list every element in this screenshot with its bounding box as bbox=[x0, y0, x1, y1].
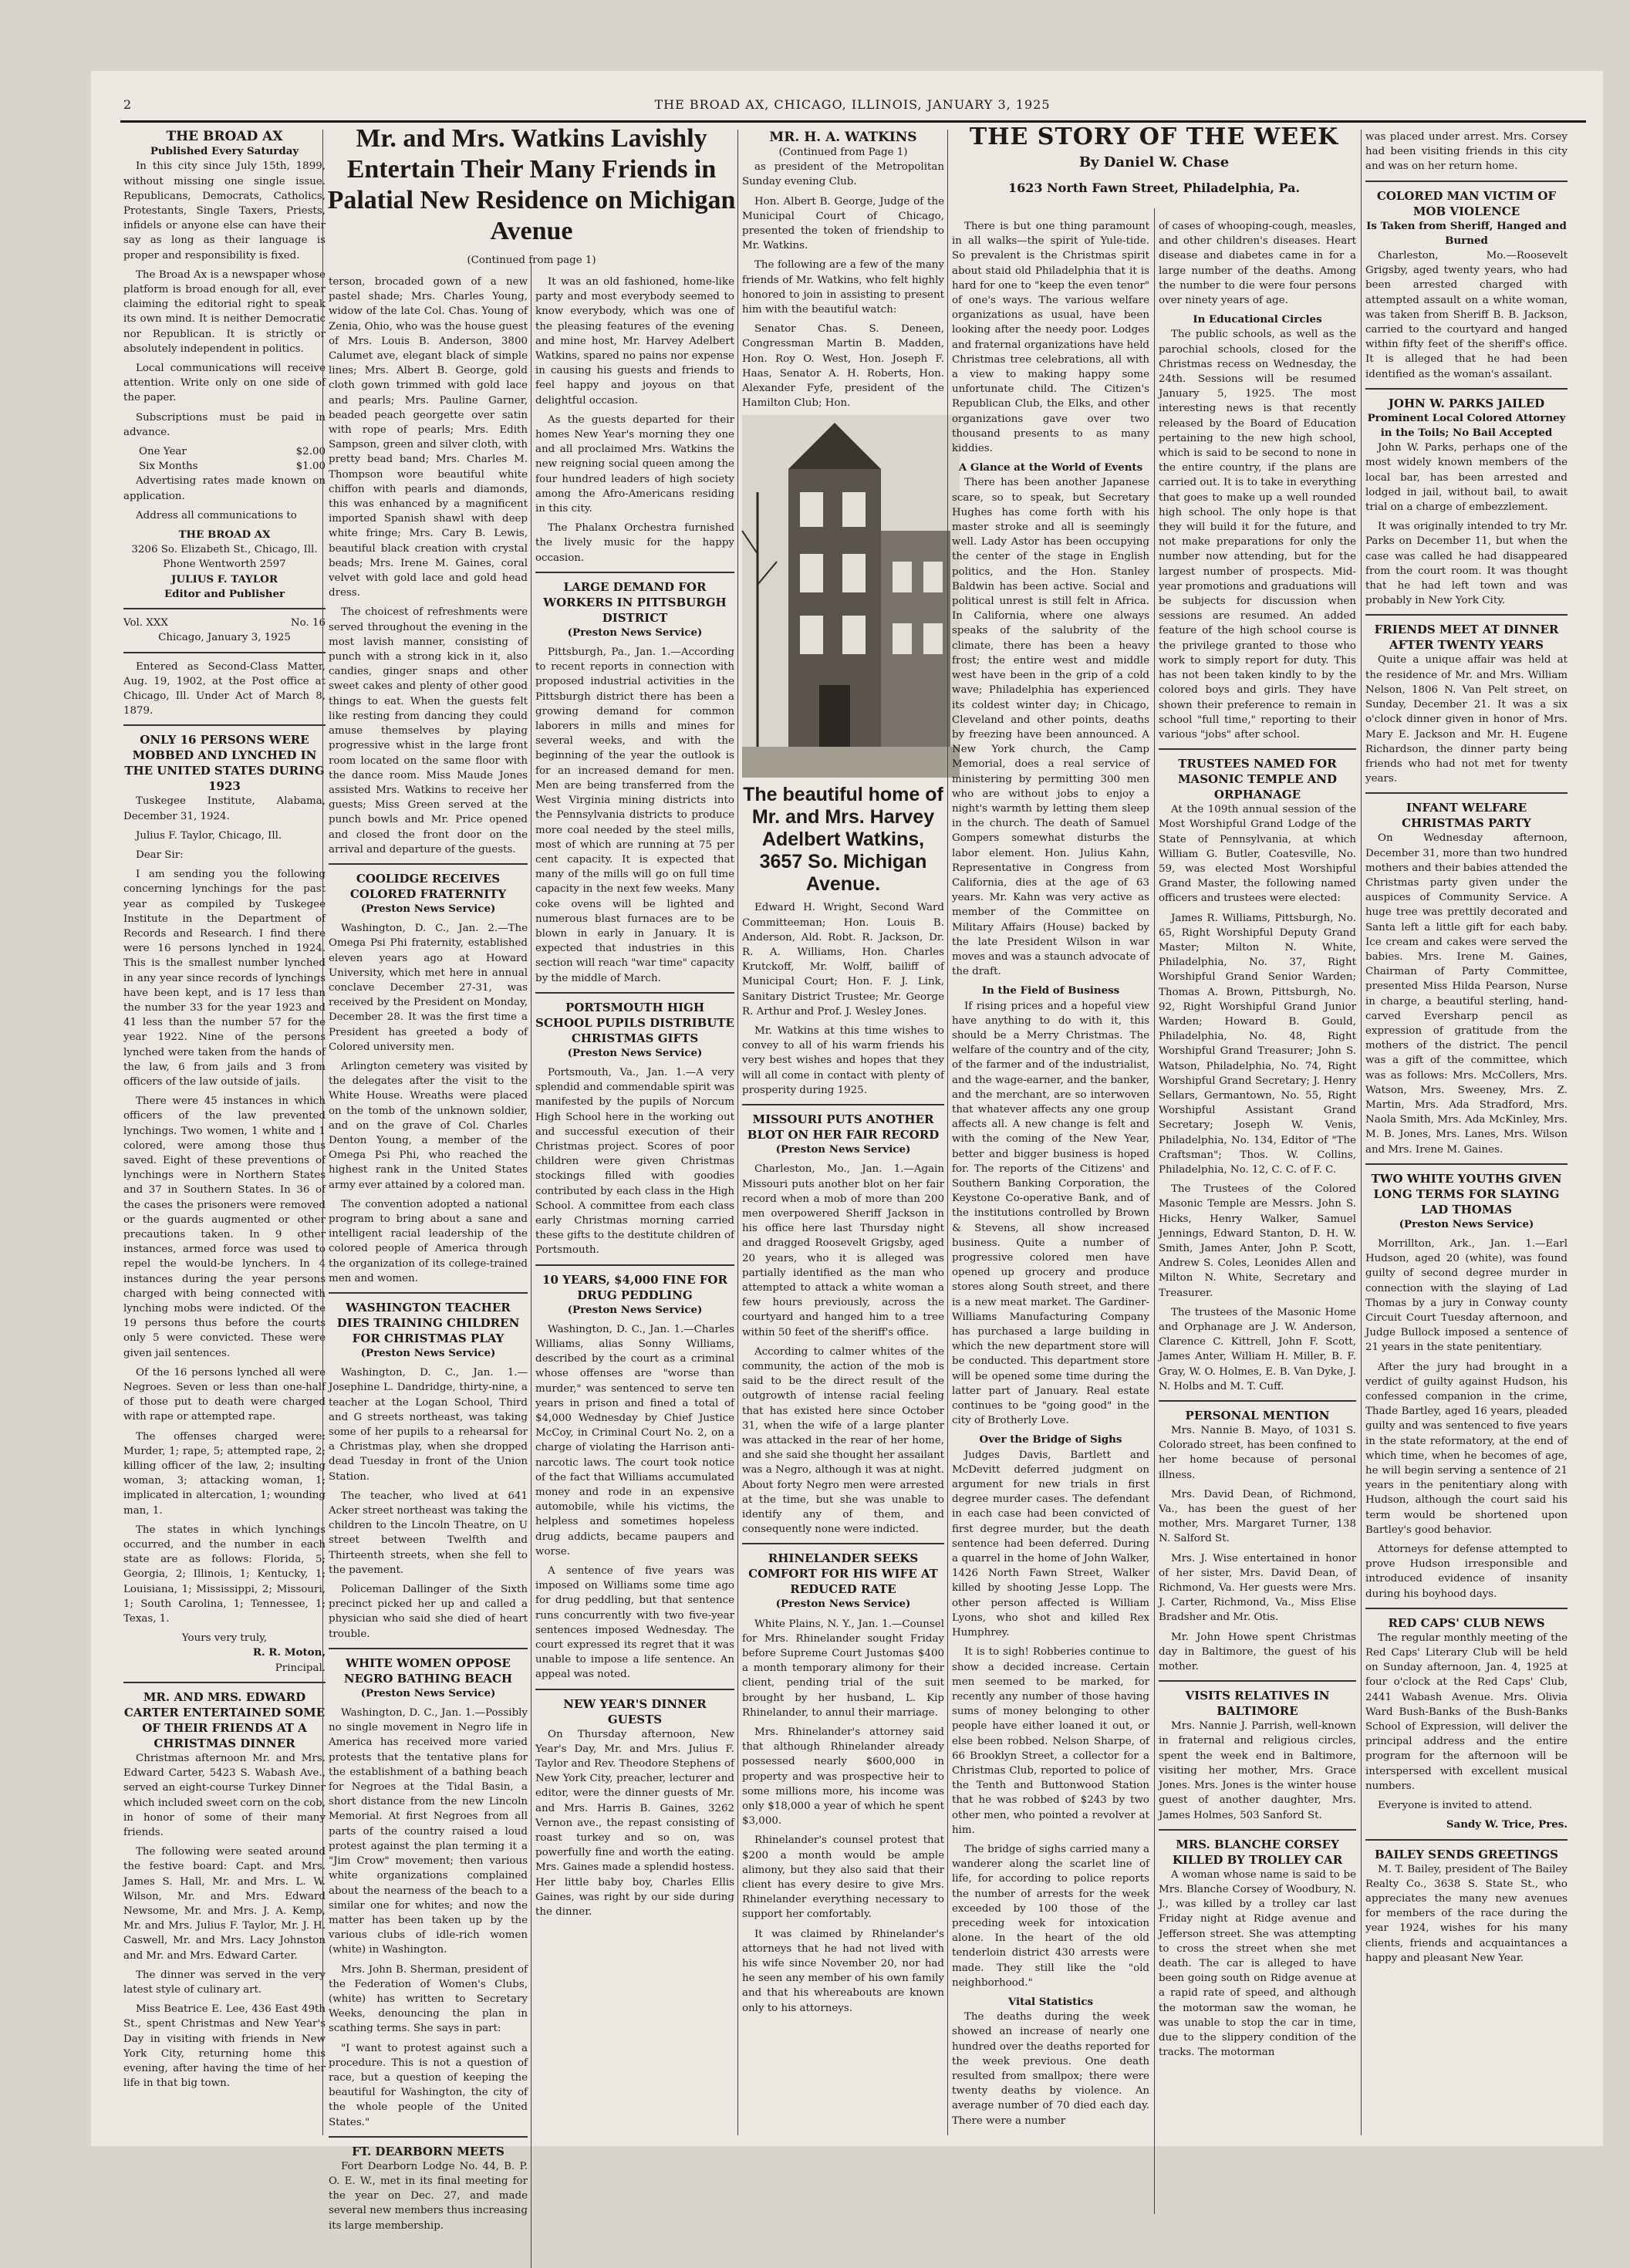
signature: Sandy W. Trice, Pres. bbox=[1446, 1818, 1568, 1831]
running-masthead: THE BROAD AX, CHICAGO, ILLINOIS, JANUARY 3, 1925 bbox=[654, 97, 1051, 112]
article-paragraph: There is but one thing paramount in all walks—the spirit of Yule-tide. So prevalent is the Christmas spirit about staid old Philadelphia that it is hard for one to "keep the even tenor" of one's ways. The various welfare organizations as usual, have been looking after the needy poor. Lodges and fraternal organizations have held Christmas tree celebrations, all with a view to making happy some unfortunate child. The Citizen's Republican Club, the Elks, and other organizations gave over two thousand presents to as many kiddies. bbox=[952, 221, 1149, 455]
article-paragraph: On Wednesday afternoon, December 31, more than two hundred mothers and their babies attended the Christmas party given under the auspices of Community Service. A huge tree was prettily decorated and Santa left a little gift for each baby. Ice cream and cakes were served the babies. Mrs. Irene M. Gaines, Chairman of Party Committee, presented Miss Hilda Pearson, Nurse in charge, a beautiful sterling, hand-carved Eversharp pencil as expression of gratitude from the mothers of the district. The pencil was a gift of the committee, which was as follows: Mrs. McCollers, Mrs. Watson, Mrs. Sweeney, Mrs. Z. Martin, Mrs. Ada Stradford, Mrs. Naola Smith, Mrs. Ada McKinley, Mrs. M. B. Jones, Mrs. Lanes, Mrs. Wilson and Mrs. Irene M. Gaines. bbox=[1365, 832, 1568, 1156]
article-paragraph: The Phalanx Orchestra furnished the lively music for the happy occasion. bbox=[535, 522, 734, 564]
article-paragraph: According to calmer whites of the community, the action of the mob is said to be the direct result of the outgrowth of intense racial feeling that has existed here since October 31, when the wife of a large planter was attacked in the rear of her home, and she said she thought her assailant was a Negro, although it was at night. About forty Negro men were arrested at the time, but she was unable to identify any of them, and consequently none were indicted. bbox=[742, 1345, 944, 1536]
paper-title: THE BROAD AX bbox=[166, 129, 283, 144]
article-headline: WHITE WOMEN OPPOSE NEGRO BATHING BEACH bbox=[343, 1655, 513, 1686]
column-rule bbox=[947, 130, 948, 2135]
article-paragraph: Everyone is invited to attend. bbox=[1378, 1800, 1533, 1812]
page-number: 2 bbox=[123, 97, 132, 112]
article-paragraph: There has been another Japanese scare, so to speak, but Secretary Hughes has come forth with his master stroke and all is seemingly well. Lady Astor has been occupying the center of the stage in English politics, and the Hon. Stanley Baldwin has been active. Social and political unrest is still felt in Africa. In California, where one always speaks of the salubrity of the climate, there has been a heavy frost; the entire west and middle west have been in the grip of a cold wave; Philadelphia has experienced its coldest winter day; in Chicago, Cleveland and other points, deaths by freezing have been announced. A New York church, the Camp Memorial, does a real service of ministering by permitting 300 men who are without jobs to enjoy a night's warmth by letting them sleep in the church. The death of Samuel Gompers somewhat disturbs the labor element. Hon. Julius Kahn, Representative in Congress from California, dies at the age of 63 years. Mr. Kahn was very active as member of the Committee on Military Affairs (House) backed by the late President Wilson in war moves and was a staunch advocate of the draft. bbox=[952, 477, 1149, 978]
article-paragraph: The teacher, who lived at 641 Acker street northeast was taking the children to the Lincoln Theatre, on U street between Twelfth and Thirteenth streets, when she fell to the pavement. bbox=[329, 1490, 528, 1576]
article-paragraph: The choicest of refreshments were served throughout the evening in the most lavish manner, consisting of punch with a strong kick in it, also candies, ginger snaps and other sweet cakes and plenty of other good things to eat. When the guests felt like resting from dancing they could amuse themselves by playing progressive whist in the large front room located on the same floor with the dance room. Miss Maude Jones assisted Mrs. Watkins to receive her guests; Miss Green served at the punch bowls and Mr. Price opened and closed the front door on the arrival and departure of the guests. bbox=[329, 606, 528, 856]
article-headline: MRS. BLANCHE CORSEY KILLED BY TROLLEY CAR bbox=[1172, 1837, 1343, 1867]
article-paragraph: Christmas afternoon Mr. and Mrs. Edward Carter, 5423 S. Wabash Ave., served an eight-course Turkey Dinner which included sweet corn on the cob, in honor of some of their many friends. bbox=[123, 1752, 326, 1838]
article-paragraph: The offenses charged were: Murder, 1; rape, 5; attempted rape, 2; killing officer of the law, 2; insulting woman, 3; attacking woman, 1; implicated in altercation, 1; wounding man, 1. bbox=[123, 1430, 326, 1517]
article-paragraph: If rising prices and a hopeful view have anything to do with it, this should be a Merry Christmas. The welfare of the country and of the city, of the farmer and of the industrialist, and the wage-earner, and the banker, and the merchant, are so interwoven that whatever affects any one group affects all. A new change is felt and with the coming of the New Year, better and bigger business is hoped for. The reports of the Citizens' and Southern Banking Corporation, the Keystone Co-operative Bank, and of the institutions controlled by Brown & Stevens, all show increased business. Quite a number of progressive colored men have opened up grocery and produce stores along South street, and there is a new meat market. The Gardiner-Williams Manufacturing Company has purchased a large building in which the new department store will be conducted. This department store will be opened some time during the latter part of January. Real estate continues to be "going good" in the city of Brotherly Love. bbox=[952, 1000, 1149, 1427]
news-service: (Preston News Service) bbox=[775, 1143, 911, 1156]
column-6 bbox=[1159, 219, 1356, 2135]
article-paragraph: It was an old fashioned, home-like party and most everybody seemed to know everybody, which was one of the pleasing features of the evening and mine host, Mr. Harvey Adelbert Watkins, spared no pains nor expense in causing his guests and friends to feel happy and joyous on that delightful occasion. bbox=[535, 276, 734, 407]
article-paragraph: The deaths during the week showed an increase of nearly one hundred over the deaths reported for the week previous. One death resulted from smallpox; there were twenty deaths by violence. An average number of 70 died each day. There were a number bbox=[952, 2011, 1149, 2127]
letter-close: Yours very truly, bbox=[181, 1632, 268, 1645]
address-name: THE BROAD AX bbox=[178, 528, 271, 542]
article-headline: MISSOURI PUTS ANOTHER BLOT ON HER FAIR RECORD bbox=[747, 1112, 940, 1142]
policy-text: Local communications will receive attention. Write only on one side of the paper. bbox=[123, 363, 326, 404]
article-headline: MR. H. A. WATKINS bbox=[769, 130, 917, 145]
article-paragraph: Washington, D. C., Jan. 2.—The Omega Psi Phi fraternity, established eleven years ago at Howard University, which met here in annual conclave December 27-31, was received by the President on Monday, December 28. It was the first time a President has greeted a body of Colored university men. bbox=[329, 923, 528, 1053]
policy-text: Advertising rates made known on application. bbox=[123, 475, 326, 502]
subheading: Vital Statistics bbox=[1007, 1995, 1094, 2008]
news-service: (Preston News Service) bbox=[1399, 1217, 1534, 1230]
article-paragraph: Charleston, Mo.—Roosevelt Grigsby, aged twenty years, who had been arrested charged with attempted assault on a white woman, was taken from Sheriff B. B. Jackson, carried to the courtyard and hanged within fifty feet of the sheriff's office. It is alleged that he had been identified as the woman's assailant. bbox=[1365, 250, 1568, 380]
article-paragraph: Attorneys for defense attempted to prove Hudson irresponsible and introduced evidence of insanity during his boyhood days. bbox=[1365, 1544, 1568, 1600]
article-headline: RHINELANDER SEEKS COMFORT FOR HIS WIFE AT REDUCED RATE bbox=[748, 1551, 938, 1597]
address-street: 3206 So. Elizabeth St., Chicago, Ill. bbox=[131, 544, 318, 556]
article-paragraph: The Trustees of the Colored Masonic Temple are Messrs. John S. Hicks, Henry Walker, Samuel Jennings, Edward Stanton, D. H. W. Smith, James Anter, John P. Scott, Andrew S. Coles, Leonides Allen and Milton N. White, Secretary and Treasurer. bbox=[1159, 1183, 1356, 1299]
article-paragraph: Fort Dearborn Lodge No. 44, B. P. O. E. W., met in its final meeting for the year on Dec. 27, and made several new members thus increasing its large membership. bbox=[329, 2160, 528, 2232]
article-paragraph: Washington, D. C., Jan. 1.—Josephine L. Dandridge, thirty-nine, a teacher at the Logan School, Third and G streets northeast, was taking some of her pupils to a rehearsal for a Christmas play, when she dropped dead Tuesday in front of the Union Station. bbox=[329, 1367, 528, 1483]
policy-text: The Broad Ax is a newspaper whose platform is broad enough for all, ever claiming the editorial right to speak its own mind. It is neither Democratic nor Republican. It is strictly or absolutely independent in politics. bbox=[123, 268, 326, 355]
byline: By Daniel W. Chase bbox=[1078, 154, 1230, 171]
article-paragraph: Mrs. David Dean, of Richmond, Va., has been the guest of her mother, Mrs. Margaret Turner, 138 N. Salford St. bbox=[1159, 1488, 1356, 1545]
policy-text: In this city since July 15th, 1899, without missing one single issue. Republicans, Democrats, Catholics, Protestants, Single Taxers, Priests, infidels or anyone else can have their say as long as their language is proper and responsibility is fixed. bbox=[123, 160, 326, 262]
rate-row: One Year $2.00 bbox=[139, 446, 326, 458]
article-paragraph: There were 45 instances in which officers of the law prevented lynchings. Two women, 1 white and 1 colored, were among those thus saved. Eight of these preventions of lynchings were in Northern States and 37 in Southern States. In 36 of the cases the prisoners were removed or the guards augmented or other precautions taken. In 9 other instances, armed force was used to repel the would-be lynchers. In 4 instances during the year persons charged with being connected with lynching mobs were indicted. Of the 19 persons thus before the courts only 5 were convicted. These were given jail sentences. bbox=[123, 1095, 326, 1359]
article-headline: FRIENDS MEET AT DINNER AFTER TWENTY YEARS bbox=[1374, 623, 1559, 653]
article-paragraph: A woman whose name is said to be Mrs. Blanche Corsey of Woodbury, N. J., was killed by a trolley car last Friday night at Ridge avenue and Jefferson street. She was attempting to cross the street when she met death. The car is alleged to have been going south on Ridge avenue at a rapid rate of speed, and although the motorman saw the woman, he was unable to stop the car in time, due to the slippery condition of the tracks. The motorman bbox=[1159, 1868, 1356, 2059]
column-4 bbox=[742, 130, 944, 2135]
article-paragraph: At the 109th annual session of the Most Worshipful Grand Lodge of the State of Pennsylvania, at which William G. Butler, Coatesville, No. 59, was elected Most Worshipful Grand Master, the following named officers and trustees were elected: bbox=[1159, 804, 1356, 905]
article-paragraph: A sentence of five years was imposed on Williams some time ago for drug peddling, but that sentence runs concurrently with two five-year sentences imposed Wednesday. The court expressed its regret that it was unable to impose a life sentence. An appeal was noted. bbox=[535, 1565, 734, 1681]
article-paragraph: The regular monthly meeting of the Red Caps' Literary Club will be held on Sunday afternoon, Jan. 4, 1925 at four o'clock at the Red Caps' Club, 2441 Wabash Avenue. Mrs. Olivia Ward Bush-Banks of the Bush-Banks School of Expression, will deliver the principal address and the entire program for the afternoon will be interspersed with excellent musical numbers. bbox=[1365, 1632, 1568, 1792]
article-headline: LARGE DEMAND FOR WORKERS IN PITTSBURGH DISTRICT bbox=[543, 579, 727, 625]
letter-to: Julius F. Taylor, Chicago, Ill. bbox=[136, 829, 282, 842]
column-rule bbox=[1361, 130, 1362, 2135]
article-headline: RED CAPS' CLUB NEWS bbox=[1388, 1615, 1545, 1630]
article-paragraph: of cases of whooping-cough, measles, and other children's diseases. Heart disease and diabetes came in for a large number of the deaths. Among the number to die were four persons over ninety years of age. bbox=[1159, 221, 1356, 307]
article-headline: MR. AND MRS. EDWARD CARTER ENTERTAINED SOME OF THEIR FRIENDS AT A CHRISTMAS DINNER bbox=[123, 1689, 326, 1750]
policy-text: Address all communications to bbox=[136, 509, 297, 521]
article-paragraph: M. T. Bailey, president of The Bailey Realty Co., 3638 S. State St., who appreciates the many new avenues for members of the race during the year 1924, wishes for his many clients, friends and acquaintances a happy and pleasant New Year. bbox=[1365, 1863, 1568, 1964]
column-rule bbox=[737, 130, 738, 2135]
subheading: A Glance at the World of Events bbox=[958, 461, 1143, 474]
article-headline: JOHN W. PARKS JAILED bbox=[1388, 396, 1545, 410]
postal-entry: Entered as Second-Class Matter, Aug. 19, 1902, at the Post office at Chicago, Ill. Under Act of March 8, 1879. bbox=[123, 660, 326, 717]
article-paragraph: The dinner was served in the very latest style of culinary art. bbox=[123, 1969, 326, 1996]
article-paragraph: White Plains, N. Y., Jan. 1.—Counsel for Mrs. Rhinelander sought Friday before Supreme Court Justomas $400 a month temporary alimony for their client, pending trial of the suit brought by her husband, L. Kip Rhinelander, to annul their marriage. bbox=[742, 1618, 944, 1719]
article-paragraph: After the jury had brought in a verdict of guilty against Hudson, his confessed companion in the crime, Thade Bartley, aged 16 years, pleaded guilty and was sentenced to five years in the state reformatory, at the end of which time, when he becomes of age, he will begin serving a sentence of 21 years in the penitentiary along with Hudson, although the court said his term would be shortened upon Bartley's good behavior. bbox=[1365, 1361, 1568, 1536]
article-paragraph: Edward H. Wright, Second Ward Committeeman; Hon. Louis B. Anderson, Ald. Robt. R. Jackson, Dr. R. A. Williams, Hon. Charles Krutckoff, Mr. Wolff, bailiff of Municipal Court; Hon. F. J. Link, Sanitary District Trustee; Mr. George R. Arthur and Prof. J. Wesley Jones. bbox=[742, 902, 944, 1018]
letter-from: Tuskegee Institute, Alabama, December 31, 1924. bbox=[123, 795, 326, 822]
article-paragraph: Mr. Watkins at this time wishes to convey to all of his warm friends his very best wishes and hopes that they will all come in contact with plenty of prosperity during 1925. bbox=[742, 1025, 944, 1096]
article-paragraph: John W. Parks, perhaps one of the most widely known members of the local bar, has been arrested and lodged in jail, without bail, to await trial on a charge of embezzlement. bbox=[1365, 442, 1568, 514]
article-paragraph: Quite a unique affair was held at the residence of Mr. and Mrs. William Nelson, 1806 N. Van Pelt street, on Sunday, December 21. It was a six o'clock dinner given in honor of Mrs. Mary E. Jackson and Mr. H. Eugene Richardson, the dinner party being friends who had not met for twenty years. bbox=[1365, 654, 1568, 785]
byline-address: 1623 North Fawn Street, Philadelphia, Pa. bbox=[1007, 181, 1301, 196]
article-paragraph: The bridge of sighs carried many a wanderer along the scarlet line of life, for according to police reports the number of arrests for the week exceeded by 100 those of the preceding week for intoxication alone. In the heart of the old tenderloin district 430 arrests were made. They still like the "old neighborhood." bbox=[952, 1843, 1149, 1989]
article-paragraph: Morrillton, Ark., Jan. 1.—Earl Hudson, aged 20 (white), was found guilty of second degree murder in connection with the slaying of Lad Thomas by a jury in Conway county Circuit Court Tuesday afternoon, and Judge Bullock imposed a sentence of 21 years in the state penitentiary. bbox=[1365, 1237, 1568, 1354]
volume-row: Vol. XXX No. 16 bbox=[123, 617, 326, 629]
section-headline: THE STORY OF THE WEEK bbox=[969, 123, 1339, 150]
article-headline: COOLIDGE RECEIVES COLORED FRATERNITY bbox=[349, 871, 507, 901]
article-paragraph: Washington, D. C., Jan. 1.—Charles Williams, alias Sonny Williams, described by the court as a criminal whose offenses are "worse than murder," was sentenced to serve ten years in prison and fined a total of $4,000 Wednesday by Chief Justice McCoy, in Criminal Court No. 2, on a charge of violating the Harrison anti-narcotic laws. The court took notice of the fact that Williams accumulated money and rode in an expensive automobile, while his victims, the helpless and sometimes hopeless drug addicts, became paupers and worse. bbox=[535, 1323, 734, 1558]
article-paragraph: Mrs. Rhinelander's attorney said that although Rhinelander already possessed nearly $600,000 in property and was prospective heir to some millions more, his income was only $18,000 a year of which he spent $3,000. bbox=[742, 1726, 944, 1828]
article-headline: PORTSMOUTH HIGH SCHOOL PUPILS DISTRIBUTE CHRISTMAS GIFTS bbox=[535, 1000, 734, 1045]
article-paragraph: Portsmouth, Va., Jan. 1.—A very splendid and commendable spirit was manifested by the pupils of Norcum High School here in the working out and successful execution of their Christmas project. Scores of poor children were given Christmas stockings filled with goodies contributed by each class in the High School. A committee from each class early Christmas morning carried these gifts to the destitute children of Portsmouth. bbox=[535, 1066, 734, 1257]
article-paragraph: It was claimed by Rhinelander's attorneys that he had not lived with his wife since November 20, nor had he seen any member of his own family and that his whereabouts are known only to his attorneys. bbox=[742, 1928, 944, 2014]
article-paragraph: It was originally intended to try Mr. Parks on December 11, but when the case was called he had disappeared from the court room. It was thought that he had left town and was probably in New York City. bbox=[1365, 521, 1568, 607]
column-rule bbox=[322, 130, 323, 2135]
article-headline: TWO WHITE YOUTHS GIVEN LONG TERMS FOR SLAYING LAD THOMAS bbox=[1371, 1171, 1562, 1217]
house-photo bbox=[742, 415, 960, 778]
column-2 bbox=[329, 275, 528, 2232]
article-paragraph: It is to sigh! Robberies continue to show a decided increase. Certain men seemed to be marked, for recently any number of those having sums of money belonging to other people have either loaned it out, or else been robbed. Nelson Sharpe, of 66 Brooklyn Street, a collector for a Christmas Club, reported to police of the Tenth and Buttonwood Station that he was robbed of $243 by two other men, who pointed a revolver at him. bbox=[952, 1646, 1149, 1836]
article-paragraph: terson, brocaded gown of a new pastel shade; Mrs. Charles Young, widow of the late Col. Chas. Young of Zenia, Ohio, who was the house guest of Mrs. Louis B. Anderson, 3800 Calumet ave, elegant black of simple lines; Mrs. Albert B. George, gold cloth gown trimmed with gold lace and pearls; Mrs. Pauline Garner, beaded peach georgette over satin with rope of pearls; Mrs. Edith Sampson, green and silver cloth, with pretty bead band; Mrs. Charles M. Thompson wore beautiful white chiffon with pearls and diamonds, this was enhanced by a magnificent imported Spanish shawl with deep white fringe; Mrs. Cary B. Lewis, beautiful black creation with crystal beads; Mrs. Irene M. Gaines, coral velvet with gold lace and gold head dress. bbox=[329, 276, 528, 599]
article-paragraph: Arlington cemetery was visited by the delegates after the visit to the White House. Wreaths were placed on the tomb of the unknown soldier, and on the grave of Col. Charles Denton Young, a member of the Omega Psi Phi, who reached the highest rank in the United States army ever attained by a colored man. bbox=[329, 1060, 528, 1191]
article-paragraph: The following are a few of the many friends of Mr. Watkins, who felt highly honored to join in assisting to present him with the beautiful watch: bbox=[742, 259, 944, 316]
article-paragraph: was placed under arrest. Mrs. Corsey had been visiting friends in this city and was on her return home. bbox=[1365, 131, 1568, 173]
article-headline: VISITS RELATIVES IN BALTIMORE bbox=[1185, 1689, 1330, 1719]
article-headline: WASHINGTON TEACHER DIES TRAINING CHILDREN FOR CHRISTMAS PLAY bbox=[336, 1301, 520, 1345]
column-rule bbox=[531, 262, 532, 2268]
subheading: Over the Bridge of Sighs bbox=[979, 1433, 1122, 1446]
article-paragraph: Washington, D. C., Jan. 1.—Possibly no single movement in Negro life in America has received more varied protests that the tentative plans for the establishment of a bathing beach for Negroes at the Tidal Basin, a short distance from the new Lincoln Memorial. At first Negroes from all parts of the country raised a loud protest against the plan terming it a "Jim Crow" movement; then various white organizations complained about the nearness of the beach to a similar one for whites; and now the matter has been taken up by the various clubs of idle-rich women (white) in Washington. bbox=[329, 1707, 528, 1956]
article-headline: FT. DEARBORN MEETS bbox=[352, 2144, 505, 2158]
main-headline: Mr. and Mrs. Watkins Lavishly Entertain Their Many Friends in Palatial New Residence on Michigan Avenue bbox=[327, 124, 736, 245]
article-paragraph: Pittsburgh, Pa., Jan. 1.—According to recent reports in connection with proposed industrial activities in the Pittsburgh district there has been a growing demand for common laborers in mills and mines for several weeks, and with the beginning of the year the outlook is for an increased demand for men. Men are being transferred from the West Virginia mining districts into the Pennsylvania districts to produce more coal needed by the steel mills, most of which are running at 75 per cent capacity. It is expected that many of the mills will go on full time capacity in the next few weeks. Many coke ovens will be lighted and numerous blast furnaces are to be blown in early in January. It is expected that industries in this section will reach "war time" capacity by the middle of March. bbox=[535, 646, 734, 984]
editor-role: Editor and Publisher bbox=[164, 587, 285, 600]
column-rule bbox=[1154, 208, 1155, 2214]
news-service: (Preston News Service) bbox=[567, 1046, 703, 1059]
editor-name: JULIUS F. TAYLOR bbox=[171, 572, 278, 586]
continued-note: (Continued from Page 1) bbox=[778, 147, 908, 158]
article-paragraph: Senator Chas. S. Deneen, Congressman Martin B. Madden, Hon. Roy O. West, Hon. Joseph F. Haas, Senator A. H. Roberts, Hon. Alexander Fyfe, president of the Hamilton Club; Hon. bbox=[742, 323, 944, 410]
subheading: Is Taken from Sheriff, Hanged and Burned bbox=[1366, 219, 1567, 247]
article-paragraph: Mr. John Howe spent Christmas day in Baltimore, the guest of his mother. bbox=[1159, 1631, 1356, 1673]
letter-signature-title: Principal. bbox=[275, 1662, 326, 1674]
column-3 bbox=[535, 275, 734, 2134]
page-header bbox=[123, 97, 1581, 120]
continued-note: (Continued from page 1) bbox=[467, 255, 596, 266]
subheading: In Educational Circles bbox=[1193, 313, 1322, 326]
article-headline: PERSONAL MENTION bbox=[1185, 1409, 1330, 1423]
article-paragraph: The states in which lynchings occurred, and the number in each state are as follows: Florida, 5; Georgia, 2; Illinois, 1; Kentucky, 1; Louisiana, 1; Mississippi, 2; Missouri, 1; South Carolina, 1; Tennessee, 1; Texas, 1. bbox=[123, 1524, 326, 1625]
house-illustration bbox=[742, 415, 960, 778]
article-headline: ONLY 16 PERSONS WERE MOBBED AND LYNCHED IN THE UNITED STATES DURING 1923 bbox=[124, 733, 325, 794]
article-paragraph: The convention adopted a national program to bring about a sane and intelligent racial leadership of the colored people of America through the organization of its college-trained men and women. bbox=[329, 1198, 528, 1284]
policy-text: Subscriptions must be paid in advance. bbox=[123, 411, 326, 438]
article-paragraph: The following were seated around the festive board: Capt. and Mrs. James S. Hall, Mr. and Mrs. L. W. Wilson, Mr. and Mrs. Edward Newsome, Mr. and Mrs. J. A. Kemp, Mr. and Mrs. Julius F. Taylor, Mr. J. H. Caswell, Mr. and Mrs. Lacy Johnston and Mr. and Mrs. Edward Carter. bbox=[123, 1846, 326, 1962]
news-service: (Preston News Service) bbox=[360, 902, 496, 915]
column-7 bbox=[1365, 130, 1568, 2135]
rate-row: Six Months $1.00 bbox=[139, 461, 326, 473]
letter-salute: Dear Sir: bbox=[136, 849, 184, 861]
article-paragraph: "I want to protest against such a procedure. This is not a question of race, but a question of keeping the beautiful for Washington, the city of the whole people of the United States." bbox=[329, 2042, 528, 2128]
article-paragraph: The trustees of the Masonic Home and Orphanage are J. W. Anderson, Clarence C. Kittrell, John F. Scott, James Anter, William H. Miller, B. F. Gray, W. O. Holmes, E. B. Van Dyke, J. N. Holbs and M. T. Cuff. bbox=[1159, 1306, 1356, 1392]
news-service: (Preston News Service) bbox=[567, 626, 703, 639]
article-headline: TRUSTEES NAMED FOR MASONIC TEMPLE AND ORPHANAGE bbox=[1177, 757, 1338, 802]
article-paragraph: Mrs. Nannie J. Parrish, well-known in fraternal and religious circles, spent the week end in Baltimore, visiting her mother, Mrs. Grace Jones. Mrs. Jones is the winter house guest of another daughter, Mrs. James Holmes, 503 Sanford St. bbox=[1159, 1720, 1356, 1821]
column-1 bbox=[123, 130, 326, 2135]
article-paragraph: Charleston, Mo., Jan. 1.—Again Missouri puts another blot on her fair record when a mob of more than 200 men overpowered Sheriff Jackson in his office here last Thursday night and dragged Roosevelt Grigsby, aged 20 years, who it is alleged was partially identified as the man who attempted to attack a white woman a few hours previously, across the courtyard and hanged him to a tree within 50 feet of the sheriff's office. bbox=[742, 1163, 944, 1338]
article-paragraph: Of the 16 persons lynched all were Negroes. Seven or less than one-half of those put to death were charged with rape or attempted rape. bbox=[123, 1366, 326, 1423]
article-paragraph: Miss Beatrice E. Lee, 436 East 49th St., spent Christmas and New Year's Day in visiting with friends in New York City, returning home this evening, after having the time of her life in that big town. bbox=[123, 2003, 326, 2090]
article-headline: 10 YEARS, $4,000 FINE FOR DRUG PEDDLING bbox=[542, 1272, 727, 1302]
issue-date: Chicago, January 3, 1925 bbox=[158, 632, 291, 644]
address-phone: Phone Wentworth 2597 bbox=[163, 559, 286, 571]
article-paragraph: James R. Williams, Pittsburgh, No. 65, Right Worshipful Deputy Grand Master; Milton N. White, Philadelphia, No. 37, Right Worshipful Grand Senior Warden; Thomas A. Brown, Pittsburgh, No. 92, Right Worshipful Grand Junior Warden; Howard B. Gould, Philadelphia, No. 48, Right Worshipful Grand Treasurer; John S. Watson, Philadelphia, No. 74, Right Worshipful Grand Secretary; J. Henry Sellars, Germantown, No. 55, Right Worshipful Assistant Grand Secretary; Joseph W. Venis, Philadelphia, No. 134, Editor of "The Craftsman"; Thos. W. Collins, Philadelphia, No. 12, C. C. of F. C. bbox=[1159, 912, 1356, 1176]
subheading: In the Field of Business bbox=[981, 984, 1120, 997]
article-paragraph: On Thursday afternoon, New Year's Day, Mr. and Mrs. Julius F. Taylor and Rev. Theodore Stephens of New York City, preacher, lecturer and editor, were the dinner guests of Mr. and Mrs. Harris B. Gaines, 3262 Vernon ave., the repast consisting of roast turkey and so on, was powerfully fine and worth the eating. Mrs. Gaines made a splendid hostess. Her little baby boy, Charles Ellis Gaines, was right by our side during the dinner. bbox=[535, 1728, 734, 1919]
news-service: (Preston News Service) bbox=[360, 1686, 496, 1699]
article-paragraph: The public schools, as well as the parochial schools, closed for the Christmas recess on Wednesday, the 24th. Sessions will be resumed January 5, 1925. The most interesting news is that recently released by the Board of Education pertaining to the new high school, which is said to be second to none in the entire country, if the plans are carried out. It is to take in everything that goes to make up a well rounded high school. The only hope is that they will build it for the future, and not make preparations for only the number now attending, but for the largest number of prospects. Mid-year promotions and graduations will be subjects for discussion when sessions are resumed. An added feature of the high school course is the privilege granted to those who work to simply report for duty. This has not been taken kindly to by the colored boys and girls. They have shown their preference to remain in school "full time," reporting to their various "jobs" after school. bbox=[1159, 329, 1356, 741]
article-headline: NEW YEAR'S DINNER GUESTS bbox=[563, 1696, 707, 1726]
article-paragraph: Mrs. Nannie B. Mayo, of 1031 S. Colorado street, has been confined to her home because of personal illness. bbox=[1159, 1425, 1356, 1481]
subheading: Prominent Local Colored Attorney in the Toils; No Bail Accepted bbox=[1367, 411, 1566, 440]
article-paragraph: Hon. Albert B. George, Judge of the Municipal Court of Chicago, presented the token of friendship to Mr. Watkins. bbox=[742, 195, 944, 252]
column-5 bbox=[952, 219, 1149, 2135]
news-service: (Preston News Service) bbox=[567, 1303, 703, 1316]
news-service: (Preston News Service) bbox=[360, 1347, 496, 1359]
article-headline: COLORED MAN VICTIM OF MOB VIOLENCE bbox=[1376, 188, 1557, 218]
header-rule bbox=[120, 120, 1586, 123]
article-paragraph: Rhinelander's counsel protest that $200 a month would be ample alimony, but they also said that their client has every desire to give Mrs. Rhinelander everything necessary to support her comfortably. bbox=[742, 1834, 944, 1921]
paper-subtitle: Published Every Saturday bbox=[150, 145, 299, 158]
article-paragraph: I am sending you the following concerning lynchings for the past year as compiled by Tuskegee Institute in the Department of Records and Research. I find there were 16 persons lynched in 1924. This is the smallest number lynched in any year since records of lynchings have been kept, and is 17 less than the number 33 for the year 1923 and 41 less than the number 57 for the year 1922. Nine of the persons lynched were taken from the hands of the law, 6 from jails and 3 from officers of the law outside of jails. bbox=[123, 869, 326, 1088]
article-headline: BAILEY SENDS GREETINGS bbox=[1375, 1847, 1558, 1861]
article-paragraph: Policeman Dallinger of the Sixth precinct picked her up and called a physician who said she died of heart trouble. bbox=[329, 1584, 528, 1640]
article-paragraph: Mrs. J. Wise entertained in honor of her sister, Mrs. David Dean, of Richmond, Va. Her guests were Mrs. J. Carter, Richmond, Va., Miss Elise Bradsher and Mr. Otis. bbox=[1159, 1552, 1356, 1624]
article-headline: INFANT WELFARE CHRISTMAS PARTY bbox=[1402, 801, 1531, 831]
article-paragraph: As the guests departed for their homes New Year's morning they one and all proclaimed Mrs. Watkins the new reigning social queen among the four hundred leaders of high society among the Afro-Americans residing in this city. bbox=[535, 413, 734, 515]
article-paragraph: Judges Davis, Bartlett and McDevitt deferred judgment on argument for new trials in first degree murder cases. The defendant in each case had been convicted of first degree murder, but the death sentence had been deferred. During a quarrel in the home of John Walker, 1426 North Fawn Street, Walker killed by shooting Jesse Lopp. The other person affected is William Lyons, who shot and killed Rex Humphrey. bbox=[952, 1449, 1149, 1639]
news-service: (Preston News Service) bbox=[775, 1598, 911, 1611]
article-paragraph: Mrs. John B. Sherman, president of the Federation of Women's Clubs, (white) has written to Secretary Weeks, denouncing the plan in scathing terms. She says in part: bbox=[329, 1963, 528, 2035]
letter-signature: R. R. Moton, bbox=[252, 1646, 326, 1659]
article-paragraph: as president of the Metropolitan Sunday evening Club. bbox=[742, 161, 944, 188]
photo-caption: The beautiful home of Mr. and Mrs. Harvey Adelbert Watkins, 3657 So. Michigan Avenue. bbox=[743, 784, 943, 896]
